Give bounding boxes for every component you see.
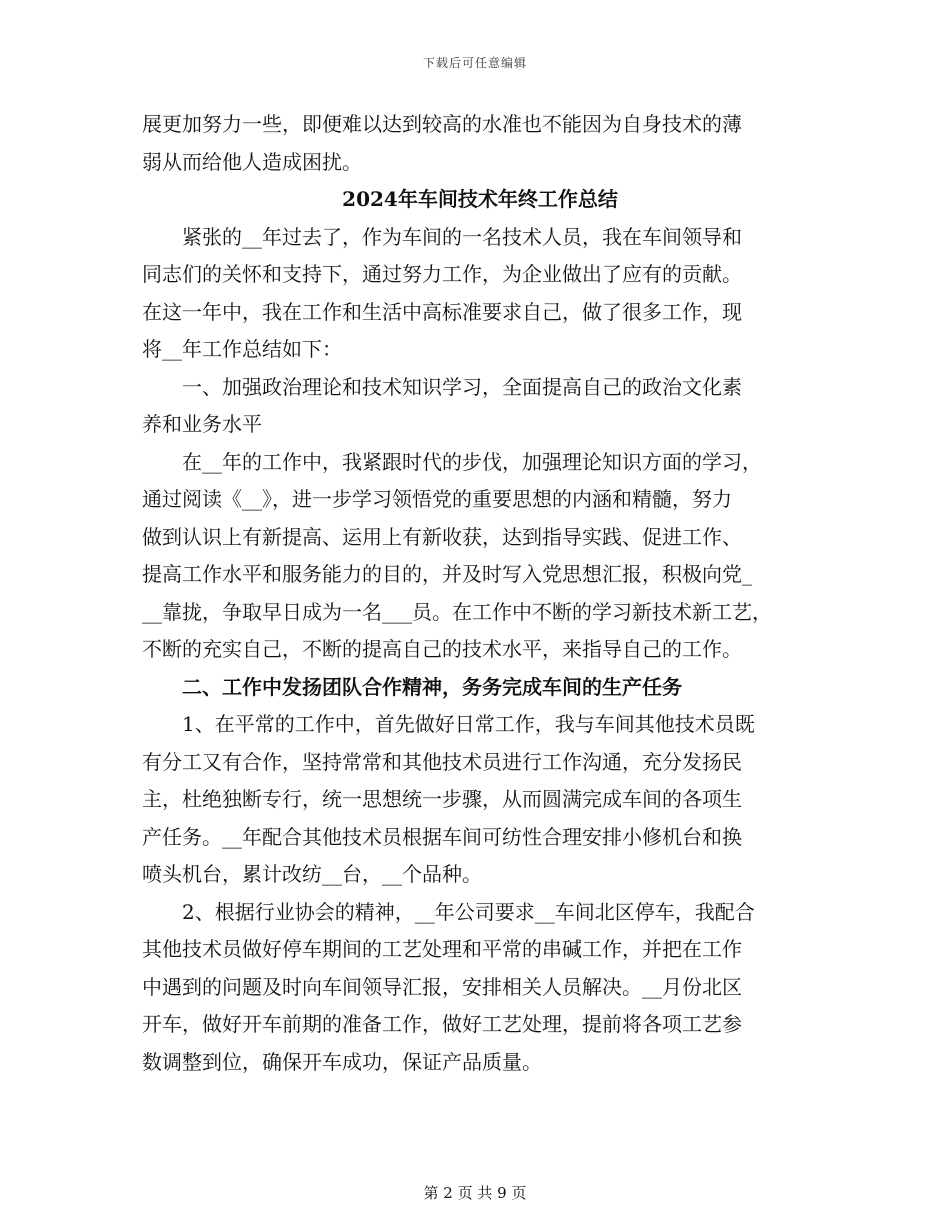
paragraph-line: 做到认识上有新提高、运用上有新收获，达到指导实践、促进工作、 <box>142 524 742 549</box>
page-number: 第 2 页 共 9 页 <box>423 1184 527 1202</box>
section-heading-continued: 养和业务水平 <box>142 412 262 436</box>
paragraph-line: 数调整到位，确保开车成功，保证产品质量。 <box>142 1049 542 1074</box>
document-title: 2024年车间技术年终工作总结 <box>342 187 618 211</box>
paragraph-line: 1、在平常的工作中，首先做好日常工作，我与车间其他技术员既 <box>182 712 755 736</box>
paragraph-line: 弱从而给他人造成困扰。 <box>142 149 362 174</box>
paragraph-line: __靠拢，争取早日成为一名___员。在工作中不断的学习新技术新工艺， <box>142 599 772 624</box>
section-heading-bold: 二、工作中发扬团队合作精神，务务完成车间的生产任务 <box>182 674 682 699</box>
paragraph-line: 开车，做好开车前期的准备工作，做好工艺处理，提前将各项工艺参 <box>142 1012 742 1036</box>
paragraph-line: 中遇到的问题及时向车间领导汇报，安排相关人员解决。__月份北区 <box>142 974 742 999</box>
paragraph-line: 提高工作水平和服务能力的目的，并及时写入党思想汇报，积极向党_ <box>142 562 752 586</box>
paragraph-line: 不断的充实自己，不断的提高自己的技术水平，来指导自己的工作。 <box>142 637 742 661</box>
paragraph-line: 2、根据行业协会的精神，__年公司要求__车间北区停车，我配合 <box>182 899 755 924</box>
paragraph-line: 紧张的__年过去了，作为车间的一名技术人员，我在车间领导和 <box>182 224 742 249</box>
paragraph-line: 展更加努力一些，即便难以达到较高的水准也不能因为自身技术的薄 <box>142 112 742 136</box>
paragraph-line: 产任务。__年配合其他技术员根据车间可纺性合理安排小修机台和换 <box>142 824 742 849</box>
paragraph-line: 其他技术员做好停车期间的工艺处理和平常的串碱工作，并把在工作 <box>142 937 742 961</box>
paragraph-line: 在__年的工作中，我紧跟时代的步伐，加强理论知识方面的学习， <box>182 449 762 474</box>
paragraph-line: 有分工又有合作，坚持常常和其他技术员进行工作沟通，充分发扬民 <box>142 749 742 774</box>
paragraph-line: 在这一年中，我在工作和生活中高标准要求自己，做了很多工作，现 <box>142 299 742 324</box>
document-body <box>142 106 818 1081</box>
section-heading: 一、加强政治理论和技术知识学习，全面提高自己的政治文化素 <box>182 374 742 399</box>
paragraph-line: 通过阅读《__》，进一步学习领悟党的重要思想的内涵和精髓，努力 <box>142 487 732 511</box>
paragraph-line: 喷头机台，累计改纺__台，__个品种。 <box>142 862 482 886</box>
page-header-note: 下载后可任意编辑 <box>422 56 527 70</box>
paragraph-line: 同志们的关怀和支持下，通过努力工作，为企业做出了应有的贡献。 <box>142 262 742 286</box>
paragraph-line: 将__年工作总结如下： <box>142 337 342 361</box>
paragraph-line: 主，杜绝独断专行，统一思想统一步骤，从而圆满完成车间的各项生 <box>142 787 742 811</box>
